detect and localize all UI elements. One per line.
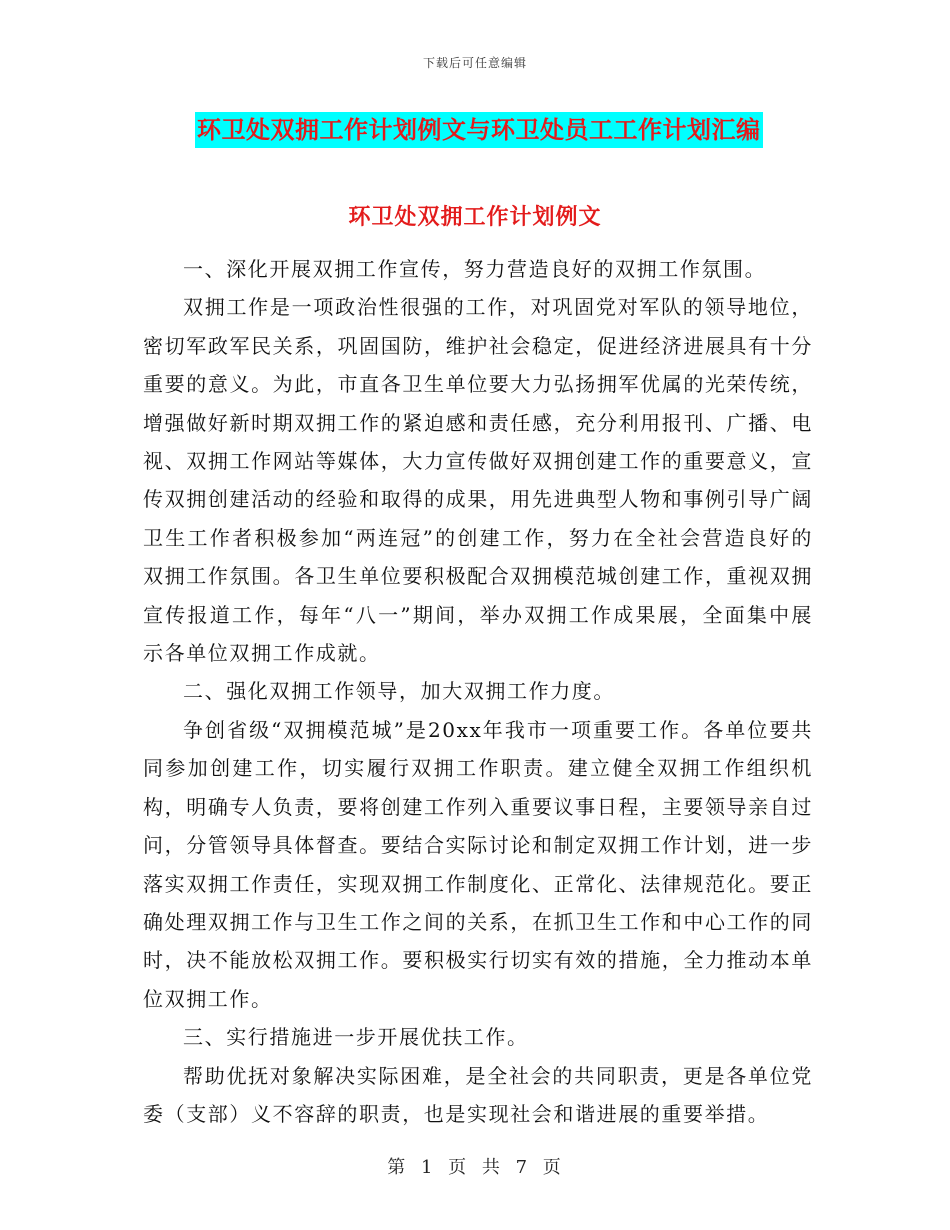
page-footer: 第 1 页 共 7 页 (387, 1157, 563, 1178)
section-heading-2: 二、强化双拥工作领导，加大双拥工作力度。 (183, 679, 615, 704)
section-title: 环卫处双拥工作计划例文 (348, 204, 602, 230)
body-content (143, 250, 813, 1133)
section-heading-1: 一、深化开展双拥工作宣传，努力营造良好的双拥工作氛围。 (183, 257, 767, 281)
main-title-wrap (195, 112, 805, 148)
main-title: 环卫处双拥工作计划例文与环卫处员工工作计划汇编 (195, 112, 763, 148)
paragraph-3: 帮助优抚对象解决实际困难，是全社会的共同职责，更是各单位党委（支部）义不容辞的职责，也是实现社会和谐进展的重要举措。 (143, 1063, 813, 1126)
header-note: 下载后可任意编辑 (422, 56, 527, 70)
paragraph-1: 双拥工作是一项政治性很强的工作，对巩固党对军队的领导地位，密切军政军民关系，巩固国防，维护社会稳定，促进经济进展具有十分重要的意义。为此，市直各卫生单位要大力弘扬拥军优属的光荣传统，增强做好新时期双拥工作的紧迫感和责任感，充分利用报刊、广播、电视、双拥工作网站等媒体，大力宣传做好双拥创建工作的重要意义，宣传双拥创建活动的经验和取得的成果，用先进典型人物和事例引导广阔卫生工作者积极参加“两连冠”的创建工作，努力在全社会营造良好的双拥工作氛围。各卫生单位要积极配合双拥模范城创建工作，重视双拥宣传报道工作，每年“八一”期间，举办双拥工作成果展，全面集中展示各单位双拥工作成就。 (143, 295, 813, 666)
paragraph-2: 争创省级“双拥模范城”是20xx年我市一项重要工作。各单位要共同参加创建工作，切实履行双拥工作职责。建立健全双拥工作组织机构，明确专人负责，要将创建工作列入重要议事日程，主要领导亲自过问，分管领导具体督查。要结合实际讨论和制定双拥工作计划，进一步落实双拥工作责任，实现双拥工作制度化、正常化、法律规范化。要正确处理双拥工作与卫生工作之间的关系，在抓卫生工作和中心工作的同时，决不能放松双拥工作。要积极实行切实有效的措施，全力推动本单位双拥工作。 (143, 717, 813, 1011)
section-heading-3: 三、实行措施进一步开展优扶工作。 (183, 1025, 529, 1050)
